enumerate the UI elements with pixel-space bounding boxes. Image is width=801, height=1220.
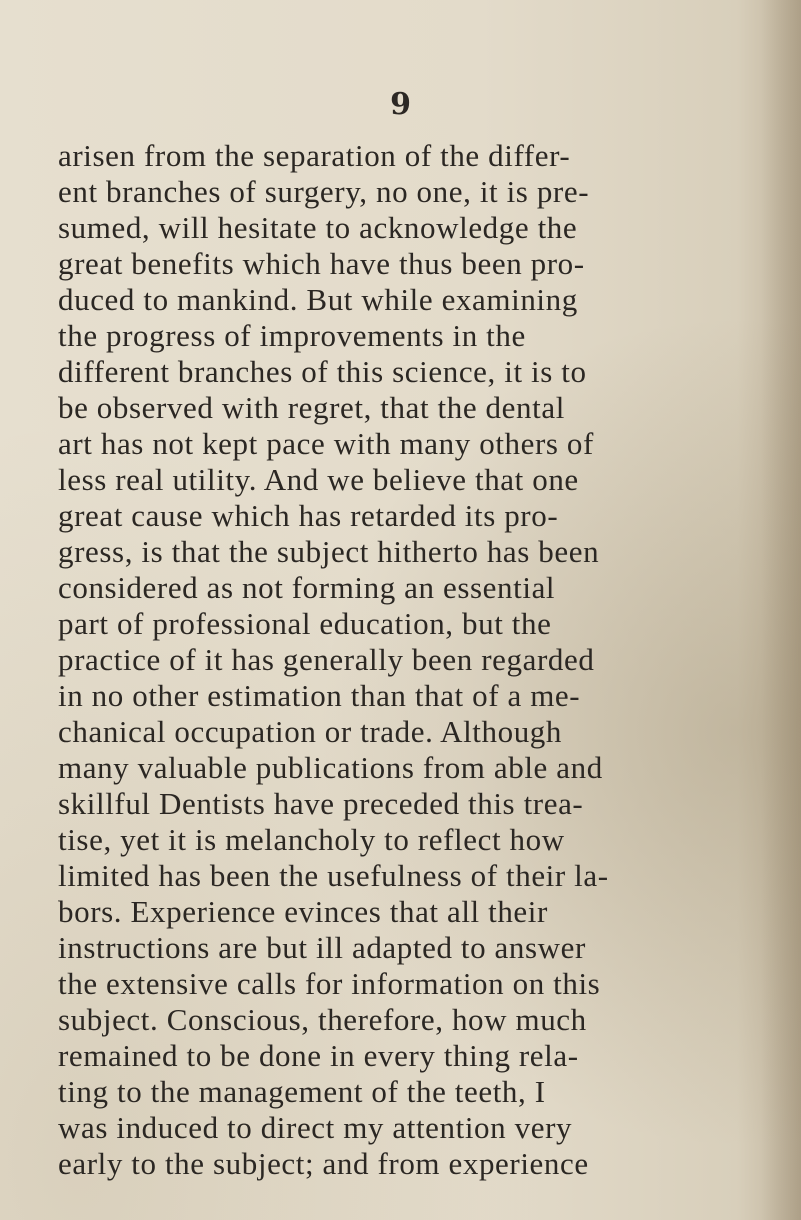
text-line: early to the subject; and from experience bbox=[58, 1146, 589, 1181]
text-line: ent branches of surgery, no one, it is pre- bbox=[58, 174, 590, 209]
text-line: ting to the management of the teeth, I bbox=[58, 1074, 546, 1109]
text-line: gress, is that the subject hitherto has been bbox=[58, 534, 600, 569]
text-line: sumed, will hesitate to acknowledge the bbox=[58, 210, 578, 245]
text-line: the extensive calls for information on this bbox=[58, 966, 601, 1001]
text-line: great benefits which have thus been pro- bbox=[58, 246, 585, 281]
text-line: many valuable publications from able and bbox=[58, 750, 603, 785]
text-line: art has not kept pace with many others of bbox=[58, 426, 594, 461]
page-edge-shadow bbox=[761, 0, 801, 1220]
text-line: practice of it has generally been regarded bbox=[58, 642, 595, 677]
text-line: limited has been the usefulness of their la- bbox=[58, 858, 609, 893]
text-line: instructions are but ill adapted to answer bbox=[58, 930, 586, 965]
text-line: part of professional education, but the bbox=[58, 606, 552, 641]
text-line: arisen from the separation of the differ- bbox=[58, 138, 571, 173]
text-line: be observed with regret, that the dental bbox=[58, 390, 565, 425]
body-text bbox=[58, 138, 658, 1182]
text-line: considered as not forming an essential bbox=[58, 570, 556, 605]
text-line: duced to mankind. But while examining bbox=[58, 282, 578, 317]
text-line: subject. Conscious, therefore, how much bbox=[58, 1002, 587, 1037]
text-line: in no other estimation than that of a me- bbox=[58, 678, 581, 713]
text-line: was induced to direct my attention very bbox=[58, 1110, 573, 1145]
text-line: less real utility. And we believe that one bbox=[58, 462, 579, 497]
text-line: different branches of this science, it is to bbox=[58, 354, 587, 389]
page-number: 9 bbox=[390, 87, 411, 122]
text-line: great cause which has retarded its pro- bbox=[58, 498, 559, 533]
text-line: bors. Experience evinces that all their bbox=[58, 894, 548, 929]
text-line: remained to be done in every thing rela- bbox=[58, 1038, 579, 1073]
text-line: tise, yet it is melancholy to reflect how bbox=[58, 822, 565, 857]
text-line: chanical occupation or trade. Although bbox=[58, 714, 562, 749]
text-line: skillful Dentists have preceded this trea- bbox=[58, 786, 584, 821]
text-line: the progress of improvements in the bbox=[58, 318, 526, 353]
